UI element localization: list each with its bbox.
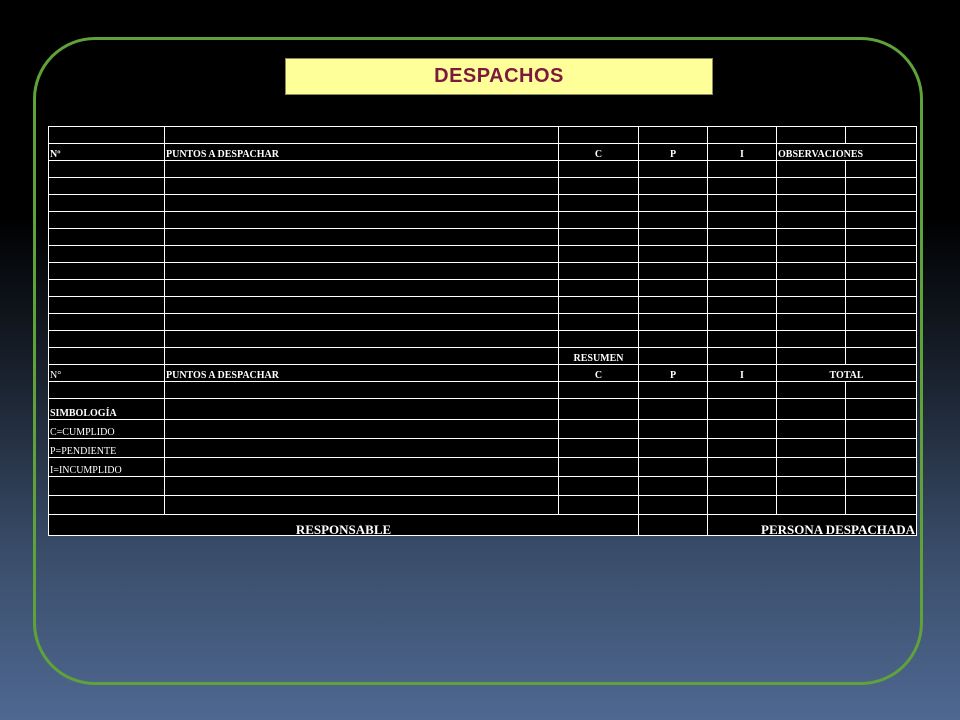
cell[interactable]	[708, 458, 777, 477]
cell	[777, 348, 846, 365]
cell[interactable]	[846, 178, 917, 195]
cell[interactable]	[777, 314, 846, 331]
cell[interactable]	[639, 280, 708, 297]
header-row	[49, 144, 917, 161]
cell[interactable]	[708, 439, 777, 458]
cell[interactable]	[846, 297, 917, 314]
cell[interactable]	[777, 280, 846, 297]
cell[interactable]	[49, 229, 165, 246]
cell[interactable]	[639, 161, 708, 178]
cell[interactable]	[777, 477, 846, 496]
cell[interactable]	[708, 263, 777, 280]
cell[interactable]	[165, 439, 559, 458]
cell[interactable]	[559, 178, 639, 195]
cell[interactable]	[708, 161, 777, 178]
cell[interactable]	[559, 439, 639, 458]
cell[interactable]	[165, 178, 559, 195]
table-row	[49, 496, 917, 515]
cell[interactable]	[165, 195, 559, 212]
cell[interactable]	[165, 458, 559, 477]
cell[interactable]	[559, 212, 639, 229]
cell[interactable]	[846, 229, 917, 246]
cell[interactable]	[559, 195, 639, 212]
cell[interactable]	[708, 314, 777, 331]
simbologia-item: P=PENDIENTE	[49, 439, 165, 458]
cell[interactable]	[777, 195, 846, 212]
cell[interactable]	[777, 263, 846, 280]
cell[interactable]	[777, 229, 846, 246]
resumen-header-row	[49, 365, 917, 382]
cell[interactable]	[49, 496, 165, 515]
cell[interactable]	[708, 420, 777, 439]
cell[interactable]	[639, 420, 708, 439]
footer-row	[49, 515, 917, 536]
cell[interactable]	[708, 382, 777, 399]
cell[interactable]	[165, 382, 559, 399]
cell[interactable]	[846, 263, 917, 280]
responsable-label: RESPONSABLE	[49, 515, 639, 536]
cell[interactable]	[165, 161, 559, 178]
table-row	[49, 161, 917, 178]
cell[interactable]	[559, 161, 639, 178]
cell[interactable]	[639, 178, 708, 195]
cell[interactable]	[846, 331, 917, 348]
cell[interactable]	[639, 297, 708, 314]
cell[interactable]	[559, 331, 639, 348]
header-c: C	[559, 144, 639, 161]
cell[interactable]	[639, 212, 708, 229]
cell[interactable]	[846, 477, 917, 496]
despachos-table	[48, 126, 917, 536]
cell[interactable]	[846, 161, 917, 178]
cell[interactable]	[708, 195, 777, 212]
cell[interactable]	[846, 195, 917, 212]
cell	[49, 127, 165, 144]
cell	[165, 127, 559, 144]
table-row	[49, 331, 917, 348]
resumen-i: I	[708, 365, 777, 382]
table-row	[49, 297, 917, 314]
cell[interactable]	[639, 331, 708, 348]
cell[interactable]	[708, 331, 777, 348]
cell[interactable]	[165, 297, 559, 314]
cell[interactable]	[777, 458, 846, 477]
cell[interactable]	[165, 263, 559, 280]
resumen-c: C	[559, 365, 639, 382]
cell[interactable]	[708, 496, 777, 515]
cell[interactable]	[49, 263, 165, 280]
cell[interactable]	[777, 399, 846, 420]
cell[interactable]	[708, 399, 777, 420]
cell[interactable]	[639, 477, 708, 496]
simbologia-row	[49, 439, 917, 458]
cell[interactable]	[708, 178, 777, 195]
cell[interactable]	[846, 212, 917, 229]
cell[interactable]	[777, 439, 846, 458]
cell[interactable]	[639, 399, 708, 420]
resumen-row	[49, 348, 917, 365]
cell[interactable]	[708, 229, 777, 246]
cell[interactable]	[639, 195, 708, 212]
table-row	[49, 382, 917, 399]
cell[interactable]	[165, 399, 559, 420]
cell[interactable]	[559, 458, 639, 477]
resumen-total: TOTAL	[777, 365, 917, 382]
cell[interactable]	[846, 382, 917, 399]
cell[interactable]	[165, 280, 559, 297]
cell[interactable]	[777, 420, 846, 439]
cell[interactable]	[777, 161, 846, 178]
cell[interactable]	[846, 496, 917, 515]
cell	[777, 127, 846, 144]
cell[interactable]	[846, 280, 917, 297]
cell[interactable]	[639, 439, 708, 458]
cell[interactable]	[165, 477, 559, 496]
cell	[846, 348, 917, 365]
cell[interactable]	[846, 314, 917, 331]
cell[interactable]	[639, 496, 708, 515]
cell[interactable]	[49, 212, 165, 229]
table-row	[49, 314, 917, 331]
cell[interactable]	[708, 477, 777, 496]
cell	[846, 127, 917, 144]
cell[interactable]	[165, 212, 559, 229]
cell	[49, 348, 165, 365]
page-title: DESPACHOS	[434, 65, 564, 87]
table-row	[49, 263, 917, 280]
resumen-label: RESUMEN	[559, 348, 639, 365]
cell[interactable]	[846, 420, 917, 439]
persona-despachada-label: PERSONA DESPACHADA	[708, 515, 917, 536]
simbologia-title: SIMBOLOGÍA	[49, 399, 165, 420]
cell[interactable]	[559, 246, 639, 263]
cell[interactable]	[777, 246, 846, 263]
simbologia-row	[49, 420, 917, 439]
cell[interactable]	[846, 458, 917, 477]
table-row	[49, 212, 917, 229]
resumen-num: N°	[49, 365, 165, 382]
cell[interactable]	[708, 297, 777, 314]
cell[interactable]	[165, 420, 559, 439]
header-num: Nº	[49, 144, 165, 161]
cell[interactable]	[49, 161, 165, 178]
table-row	[49, 246, 917, 263]
cell[interactable]	[708, 280, 777, 297]
header-observaciones: OBSERVACIONES	[777, 144, 917, 161]
cell[interactable]	[639, 314, 708, 331]
cell[interactable]	[708, 246, 777, 263]
simbologia-item: C=CUMPLIDO	[49, 420, 165, 439]
cell	[559, 127, 639, 144]
resumen-puntos: PUNTOS A DESPACHAR	[165, 365, 559, 382]
cell[interactable]	[639, 515, 708, 536]
table-row	[49, 229, 917, 246]
cell[interactable]	[777, 212, 846, 229]
cell[interactable]	[559, 477, 639, 496]
cell[interactable]	[559, 314, 639, 331]
cell[interactable]	[49, 477, 165, 496]
cell[interactable]	[846, 246, 917, 263]
cell[interactable]	[559, 263, 639, 280]
cell	[639, 127, 708, 144]
cell[interactable]	[49, 331, 165, 348]
simbologia-row	[49, 399, 917, 420]
cell[interactable]	[559, 420, 639, 439]
cell[interactable]	[559, 382, 639, 399]
cell[interactable]	[49, 314, 165, 331]
title-box	[285, 58, 713, 95]
resumen-p: P	[639, 365, 708, 382]
header-i: I	[708, 144, 777, 161]
cell[interactable]	[559, 229, 639, 246]
table-row	[49, 477, 917, 496]
simbologia-item: I=INCUMPLIDO	[49, 458, 165, 477]
cell[interactable]	[49, 246, 165, 263]
cell[interactable]	[165, 246, 559, 263]
cell[interactable]	[708, 212, 777, 229]
cell[interactable]	[559, 399, 639, 420]
cell[interactable]	[49, 178, 165, 195]
cell[interactable]	[559, 297, 639, 314]
cell	[708, 127, 777, 144]
cell	[639, 348, 708, 365]
cell[interactable]	[639, 382, 708, 399]
cell[interactable]	[165, 314, 559, 331]
simbologia-row	[49, 458, 917, 477]
cell[interactable]	[559, 496, 639, 515]
cell[interactable]	[639, 458, 708, 477]
cell	[708, 348, 777, 365]
cell[interactable]	[49, 280, 165, 297]
cell[interactable]	[49, 382, 165, 399]
cell[interactable]	[639, 263, 708, 280]
cell[interactable]	[777, 297, 846, 314]
cell[interactable]	[49, 195, 165, 212]
cell[interactable]	[846, 439, 917, 458]
cell[interactable]	[846, 399, 917, 420]
cell[interactable]	[777, 178, 846, 195]
cell	[165, 348, 559, 365]
cell[interactable]	[777, 331, 846, 348]
header-p: P	[639, 144, 708, 161]
cell[interactable]	[639, 246, 708, 263]
header-puntos: PUNTOS A DESPACHAR	[165, 144, 559, 161]
cell[interactable]	[165, 229, 559, 246]
cell[interactable]	[165, 496, 559, 515]
cell[interactable]	[49, 297, 165, 314]
table-row	[49, 178, 917, 195]
table-row	[49, 195, 917, 212]
table-row	[49, 127, 917, 144]
cell[interactable]	[165, 331, 559, 348]
cell[interactable]	[559, 280, 639, 297]
cell[interactable]	[777, 382, 846, 399]
table-row	[49, 280, 917, 297]
cell[interactable]	[639, 229, 708, 246]
cell[interactable]	[777, 496, 846, 515]
